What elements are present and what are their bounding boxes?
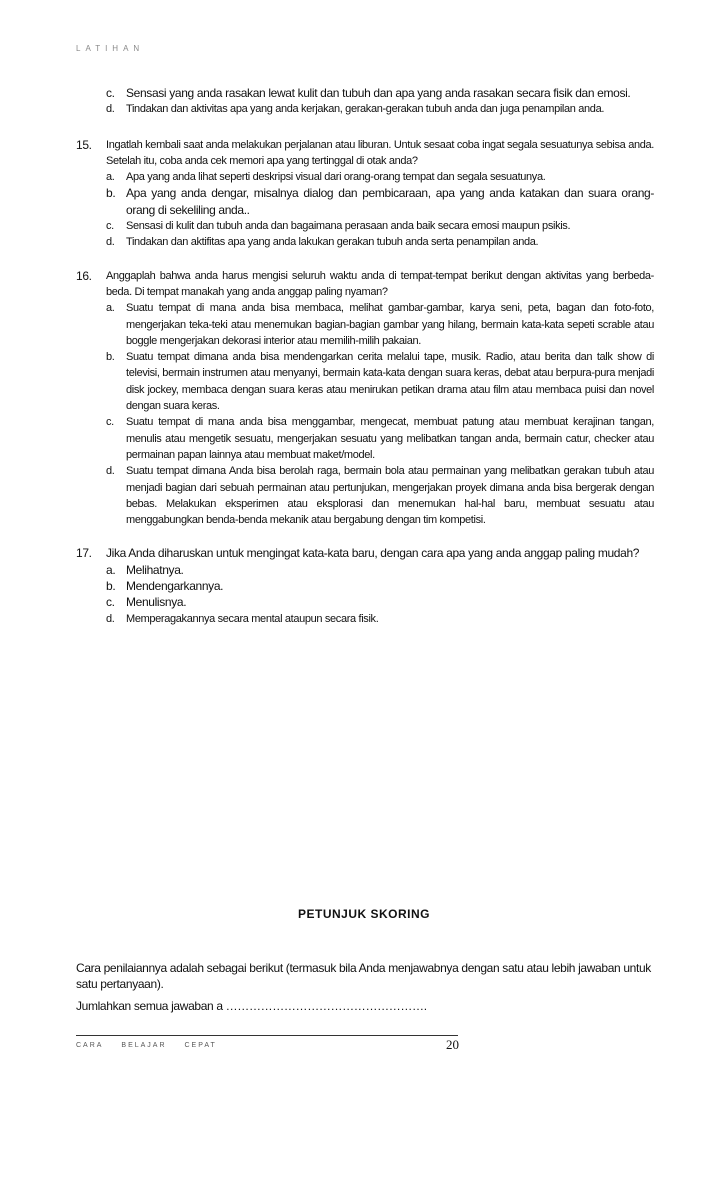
option-text: Apa yang anda lihat seperti deskripsi visual dari orang-orang tempat dan segala sesuatunya. xyxy=(126,171,546,184)
scoring-title: PETUNJUK SKORING xyxy=(297,907,430,921)
question-text: Ingatlah kembali saat anda melakukan perjalanan atau liburan. Untuk sesaat coba ingat segala sesuatunya sebisa anda. Setelah itu, coba anda cek memori apa yang tertinggal di otak anda? xyxy=(106,138,654,167)
option-text: Menulisnya. xyxy=(126,595,187,610)
question-number: 16. xyxy=(76,268,92,283)
footer-title xyxy=(76,1042,231,1049)
option-letter: b. xyxy=(106,186,116,201)
question-16-option-c xyxy=(76,414,654,463)
question-17-option-c xyxy=(76,594,654,610)
option-text: Tindakan dan aktifitas apa yang anda lakukan gerakan tubuh anda serta penampilan anda. xyxy=(126,236,539,249)
question-number: 15. xyxy=(76,137,92,152)
option-text: Memperagakannya secara mental ataupun secara fisik. xyxy=(126,612,379,625)
option-letter: a. xyxy=(106,171,115,184)
option-text: Mendengarkannya. xyxy=(126,579,224,594)
question-15-option-d xyxy=(76,234,654,250)
scoring-instructions xyxy=(76,960,656,1020)
option-text: Tindakan dan aktivitas apa yang anda kerjakan, gerakan-gerakan tubuh anda dan juga penampilan anda. xyxy=(126,103,605,116)
option-letter: c. xyxy=(106,86,115,100)
question-16-option-b xyxy=(76,349,654,414)
question-15 xyxy=(76,137,654,170)
question-16 xyxy=(76,268,654,301)
option-text: Suatu tempat dimana anda bisa mendengarkan cerita melalui tape, musik. Radio, atau berita dan talk show di televisi, bermain instrumen atau menyanyi, bermain kata-kata dengan suara keras, debat atau berpura-pura menjadi disk jockey, membaca dengan suara keras atau menirukan petikan drama atau film atau membaca puisi dan novel dengan suara keras. xyxy=(126,351,654,413)
option-text: Sensasi di kulit dan tubuh anda dan bagaimana perasaan anda baik secara emosi maupun psikis. xyxy=(126,220,571,233)
running-header: LATIHAN xyxy=(76,44,145,53)
question-16-option-a xyxy=(76,300,654,349)
option-text: Melihatnya. xyxy=(126,562,184,577)
question-17 xyxy=(76,545,654,561)
option-text: Sensasi yang anda rasakan lewat kulit dan tubuh dan apa yang anda rasakan secara fisik dan emosi. xyxy=(126,86,631,100)
question-17-option-b xyxy=(76,578,654,594)
option-text: Suatu tempat di mana anda bisa menggambar, mengecat, membuat patung atau membuat kerajinan tangan, menulis atau mengetik sesuatu, mengerjakan sesuatu yang melibatkan tangan anda, bermain catur, checker atau permainan papan lainnya atau membuat maket/model. xyxy=(126,416,654,461)
continued-option-d xyxy=(76,101,654,117)
footer-word: BELAJAR xyxy=(121,1042,167,1049)
question-number: 17. xyxy=(76,546,92,561)
scoring-paragraph: Cara penilaiannya adalah sebagai berikut (termasuk bila Anda menjawabnya dengan satu atau lebih jawaban untuk satu pertanyaan). xyxy=(76,961,651,991)
exercise-content xyxy=(76,85,654,627)
question-15-option-b xyxy=(76,185,654,218)
footer-word: CEPAT xyxy=(184,1042,217,1049)
option-letter: d. xyxy=(106,465,115,478)
question-text: Anggaplah bahwa anda harus mengisi seluruh waktu anda di tempat-tempat berikut dengan aktivitas yang berbeda-beda. Di tempat manakah yang anda anggap paling nyaman? xyxy=(106,269,654,298)
option-letter: d. xyxy=(106,612,115,625)
option-text: Apa yang anda dengar, misalnya dialog dan pembicaraan, apa yang anda katakan dan suara orang-orang di sekeliling anda.. xyxy=(126,186,654,217)
option-letter: c. xyxy=(106,416,114,429)
question-text: Jika Anda diharuskan untuk mengingat kata-kata baru, dengan cara apa yang anda anggap paling mudah? xyxy=(106,546,640,561)
scoring-sum-line: Jumlahkan semua jawaban a ……………………………………………. xyxy=(76,999,427,1013)
option-text: Suatu tempat dimana Anda bisa berolah raga, bermain bola atau permainan yang melibatkan gerakan tubuh atau menjadi bagian dari sebuah permainan atau pertunjukan, mengerjakan proyek dimana anda bisa bergerak dengan bebas. Melakukan eksperimen atau eksplorasi dan menemukan hal-hal baru, membuat sesuatu atau menggabungkan benda-benda mekanik atau bergabung dengan tim kompetisi. xyxy=(126,465,654,527)
option-letter: d. xyxy=(106,236,115,249)
option-letter: c. xyxy=(106,220,114,233)
option-letter: a. xyxy=(106,302,115,315)
option-letter: d. xyxy=(106,103,115,116)
option-letter: b. xyxy=(106,579,116,594)
option-letter: a. xyxy=(106,562,116,577)
option-text: Suatu tempat di mana anda bisa membaca, melihat gambar-gambar, karya seni, peta, bagan dan foto-foto, mengerjakan teka-teki atau menemukan bagian-bagian gambar yang hilang, bermain kata-kata sepeti scrable atau boggle mengerjakan dekorasi interior atau memilih-milih pakaian. xyxy=(126,302,654,347)
page-number: 20 xyxy=(446,1037,459,1052)
option-letter: c. xyxy=(106,595,115,610)
footer-word: CARA xyxy=(76,1042,104,1049)
option-letter: b. xyxy=(106,351,115,364)
question-15-option-c xyxy=(76,218,654,234)
question-17-option-d xyxy=(76,611,654,627)
question-17-option-a xyxy=(76,562,654,578)
question-15-option-a xyxy=(76,169,654,185)
question-16-option-d xyxy=(76,463,654,528)
footer-divider xyxy=(76,1035,458,1036)
continued-option-c xyxy=(76,85,654,101)
